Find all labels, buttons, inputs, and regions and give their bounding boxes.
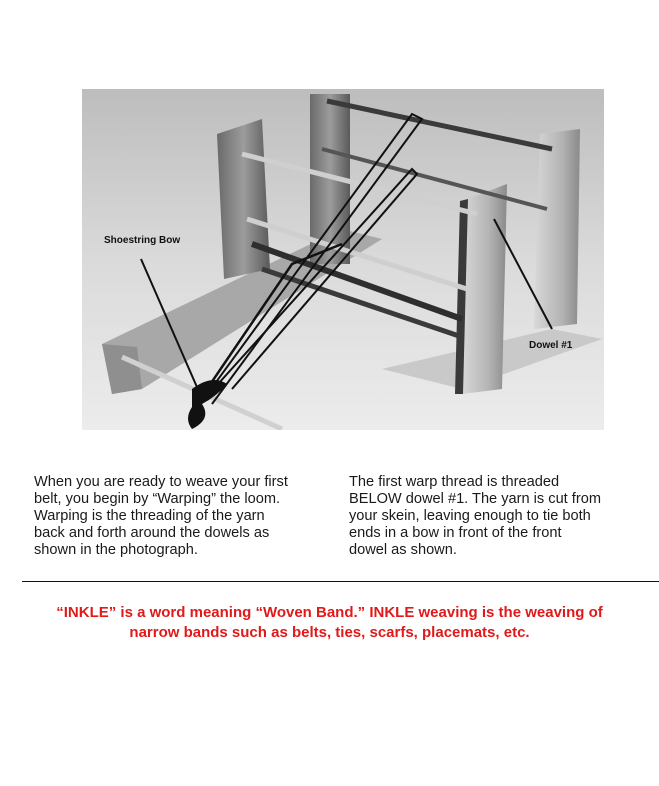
text-line: Warping is the threading of the yarn bbox=[34, 508, 265, 524]
text-line: belt, you begin by “Warping” the loom. bbox=[34, 491, 281, 507]
text-line: ends in a bow in front of the front bbox=[349, 525, 562, 541]
right-column-text bbox=[349, 474, 649, 559]
loom-photograph bbox=[82, 89, 604, 430]
left-column-text bbox=[34, 474, 334, 559]
text-line: When you are ready to weave your first bbox=[34, 474, 288, 490]
horizontal-divider bbox=[22, 581, 659, 582]
note-line-1: “INKLE” is a word meaning “Woven Band.” INKLE weaving is the weaving of bbox=[56, 604, 603, 621]
dowel-label: Dowel #1 bbox=[529, 340, 573, 351]
text-line: dowel as shown. bbox=[349, 542, 457, 558]
inkle-definition-note bbox=[0, 603, 659, 643]
text-line: back and forth around the dowels as bbox=[34, 525, 270, 541]
text-line: BELOW dowel #1. The yarn is cut from bbox=[349, 491, 601, 507]
text-line: shown in the photograph. bbox=[34, 542, 198, 558]
note-line-2: narrow bands such as belts, ties, scarfs, placemats, etc. bbox=[129, 624, 530, 641]
text-line: your skein, leaving enough to tie both bbox=[349, 508, 591, 524]
text-line: The first warp thread is threaded bbox=[349, 474, 560, 490]
shoestring-bow-label: Shoestring Bow bbox=[104, 235, 181, 246]
